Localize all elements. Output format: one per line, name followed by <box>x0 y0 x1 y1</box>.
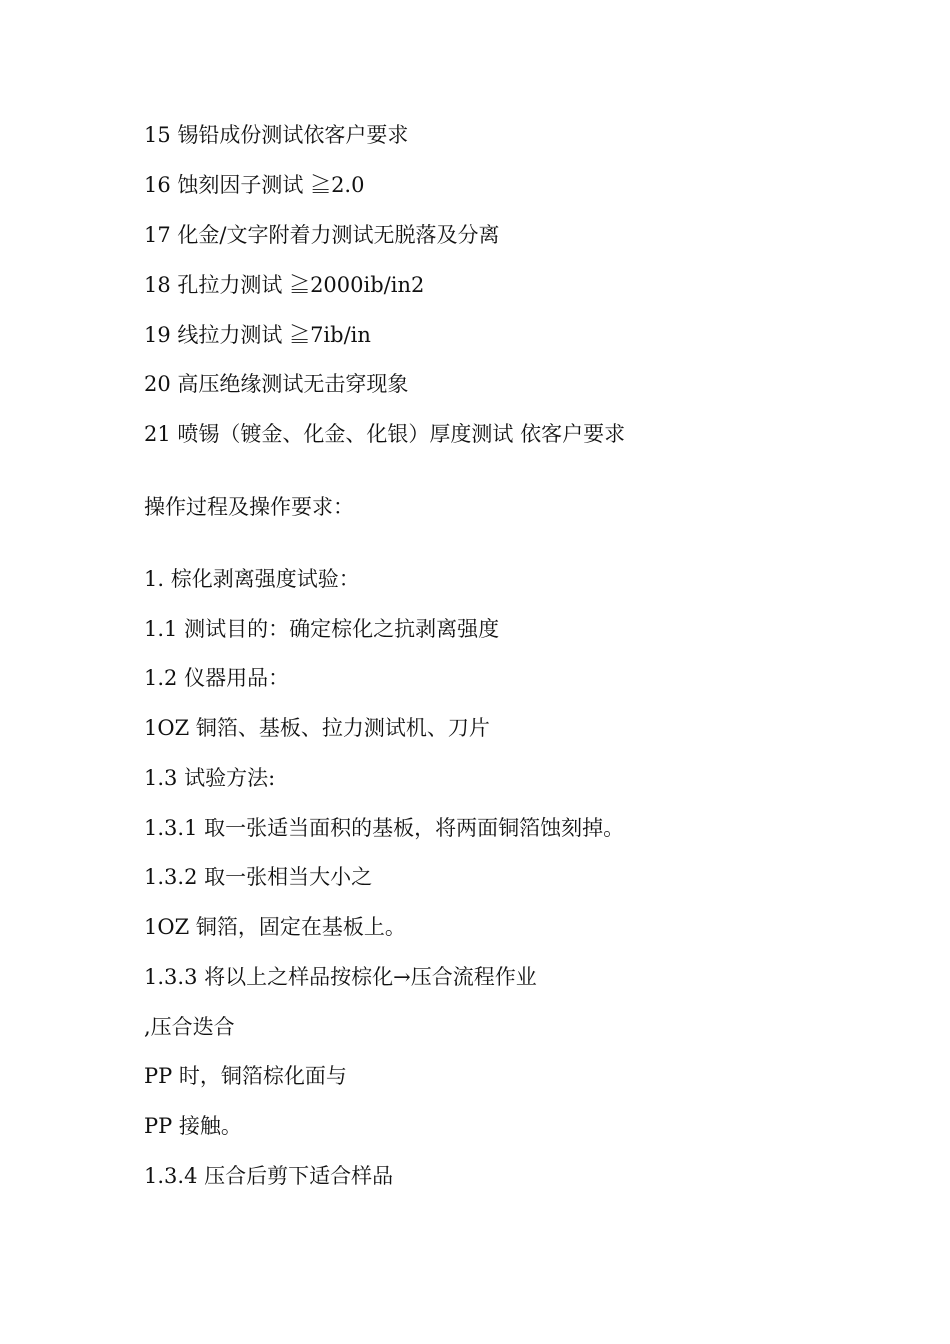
text-line-21: 21 喷锡（镀金、化金、化银）厚度测试 依客户要求 <box>144 422 626 446</box>
item-1-2: 1.2 仪器用品： <box>144 666 290 690</box>
item-1-3-1: 1.3.1 取一张适当面积的基板，将两面铜箔蚀刻掉。 <box>144 816 625 840</box>
item-1-3-3-cont-1: ,压合迭合 <box>144 1015 235 1039</box>
item-1-3: 1.3 试验方法: <box>144 766 276 790</box>
text-line-16: 16 蚀刻因子测试 ≧2.0 <box>144 173 365 197</box>
item-1-heading: 1. 棕化剥离强度试验： <box>144 567 360 591</box>
item-1-2-materials: 1OZ 铜箔、基板、拉力测试机、刀片 <box>144 716 490 740</box>
section-heading: 操作过程及操作要求： <box>144 495 354 519</box>
text-line-18: 18 孔拉力测试 ≧2000ib/in2 <box>144 273 425 297</box>
item-1-3-4: 1.3.4 压合后剪下适合样品 <box>144 1164 394 1188</box>
text-line-20: 20 高压绝缘测试无击穿现象 <box>144 372 409 396</box>
text-line-19: 19 线拉力测试 ≧7ib/in <box>144 323 371 347</box>
text-line-15: 15 锡铅成份测试依客户要求 <box>144 123 409 147</box>
item-1-1: 1.1 测试目的：确定棕化之抗剥离强度 <box>144 617 500 641</box>
item-1-3-3-cont-2: PP 时，铜箔棕化面与 <box>144 1064 347 1088</box>
item-1-3-3-cont-3: PP 接触。 <box>144 1114 242 1138</box>
item-1-3-3: 1.3.3 将以上之样品按棕化→压合流程作业 <box>144 965 537 989</box>
item-1-3-2: 1.3.2 取一张相当大小之 <box>144 865 373 889</box>
text-line-17: 17 化金/文字附着力测试无脱落及分离 <box>144 223 500 247</box>
item-1-3-2-cont: 1OZ 铜箔，固定在基板上。 <box>144 915 406 939</box>
